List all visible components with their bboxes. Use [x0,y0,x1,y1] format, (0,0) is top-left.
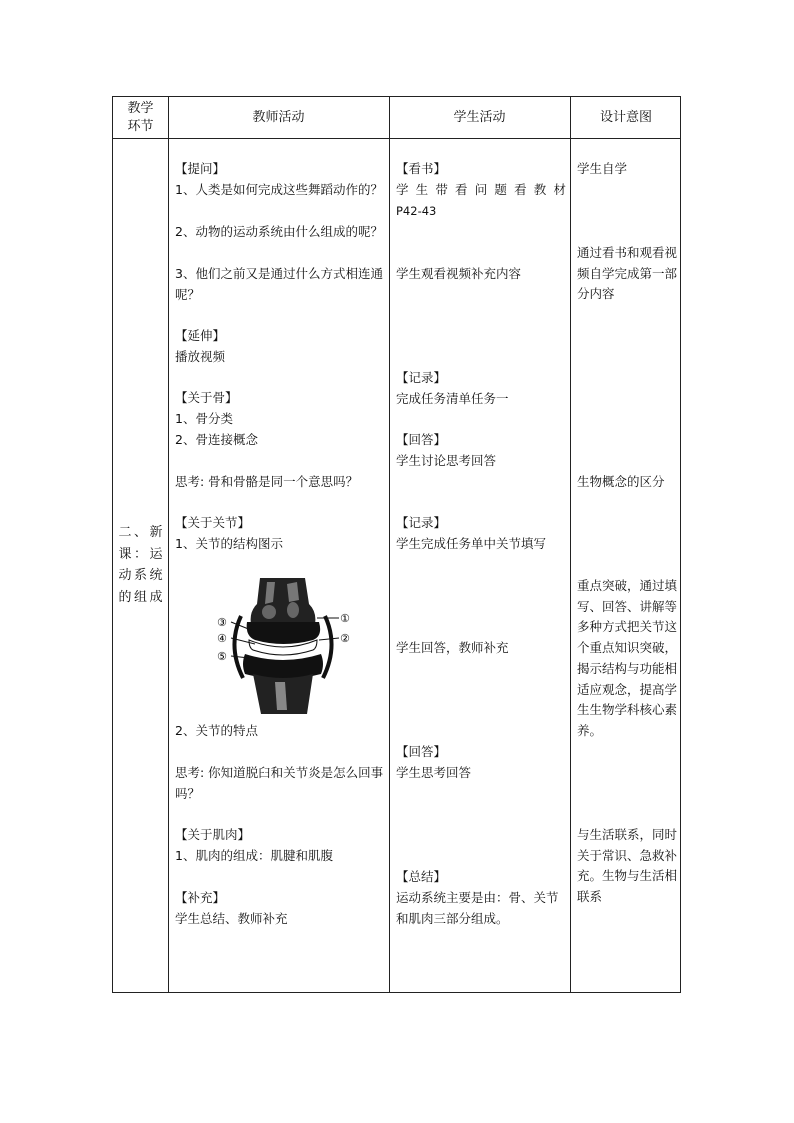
header-teacher-activity: 教师活动 [252,109,305,125]
section-cell [113,138,168,992]
student-tag-answer-2: 【回答】 [396,744,447,759]
student-record-text-2: 学生完成任务单中关节填写 [396,536,547,551]
student-answer-supplement: 学生回答，教师补充 [396,640,509,655]
column-divider [389,97,390,992]
student-tag-read: 【看书】 [396,161,447,176]
student-answer-text-1: 学生讨论思考回答 [396,453,497,468]
teacher-joint-item-1: 1、关节的结构图示 [175,536,283,551]
student-answer-text-2: 学生思考回答 [396,765,472,780]
student-tag-answer-1: 【回答】 [396,432,447,447]
column-divider [570,97,571,992]
joint-structure-diagram [205,574,360,719]
header-section: 教学 环节 [127,100,154,134]
student-read-pages: P42-43 [396,204,437,218]
student-tag-record-2: 【记录】 [396,515,447,530]
teacher-tag-supplement: 【补充】 [175,890,226,905]
student-tag-summary: 【总结】 [396,869,447,884]
teacher-question-1: 1、人类是如何完成这些舞蹈动作的？ [175,182,383,197]
teacher-joint-think: 思考: 你知道脱臼和关节炎是怎么回事吗？ [175,765,384,801]
design-intent-3: 生物概念的区分 [577,474,665,489]
teacher-tag-bone: 【关于骨】 [175,390,238,405]
teacher-question-3: 3、他们之前又是通过什么方式相连通呢？ [175,266,383,302]
diagram-label-1: ① [340,612,350,625]
column-divider [168,97,169,992]
teacher-extension-text: 播放视频 [175,349,226,364]
teacher-tag-muscle: 【关于肌肉】 [175,827,251,842]
design-intent-4: 重点突破，通过填写、回答、讲解等多种方式把关节这个重点知识突破，揭示结构与功能相适应观念，提高学生生物学科核心素养。 [577,578,678,738]
header-divider [113,138,680,139]
teacher-question-2: 2、动物的运动系统由什么组成的呢？ [175,224,383,239]
teacher-bone-item-1: 1、骨分类 [175,411,233,426]
design-intent-1: 学生自学 [577,161,628,176]
design-intent-5: 与生活联系，同时关于常识、急救补充。生物与生活相联系 [577,827,678,905]
diagram-label-4: ④ [217,632,227,645]
teacher-bone-item-2: 2、骨连接概念 [175,432,258,447]
student-record-text-1: 完成任务清单任务一 [396,391,509,406]
teacher-muscle-item-1: 1、肌肉的组成：肌腱和肌腹 [175,848,333,863]
upper-bone [251,578,316,624]
lesson-plan-table [112,96,681,993]
teacher-bone-think: 思考: 骨和骨骼是同一个意思吗？ [175,474,359,489]
teacher-joint-item-2: 2、关节的特点 [175,723,258,738]
upper-joint-head [247,622,320,644]
diagram-label-3: ③ [217,616,227,629]
header-design-intent: 设计意图 [599,109,652,125]
section-label: 二、新课：运动系统的组成 [118,525,163,605]
design-intent-2: 通过看书和观看视频自学完成第一部分内容 [577,245,678,302]
diagram-label-2: ② [340,632,350,645]
student-video-text: 学生观看视频补充内容 [396,266,522,281]
teacher-tag-extension: 【延伸】 [175,328,226,343]
student-tag-record-1: 【记录】 [396,370,447,385]
teacher-tag-joint: 【关于关节】 [175,515,251,530]
student-read-text: 学生带看问题看教材 [396,182,566,197]
student-summary-text: 运动系统主要是由：骨、关节和肌肉三部分组成。 [396,890,559,926]
header-student-activity: 学生活动 [453,109,506,125]
teacher-tag-question: 【提问】 [175,161,226,176]
teacher-supplement-text: 学生总结、教师补充 [175,911,288,926]
diagram-label-5: ⑤ [217,650,227,663]
